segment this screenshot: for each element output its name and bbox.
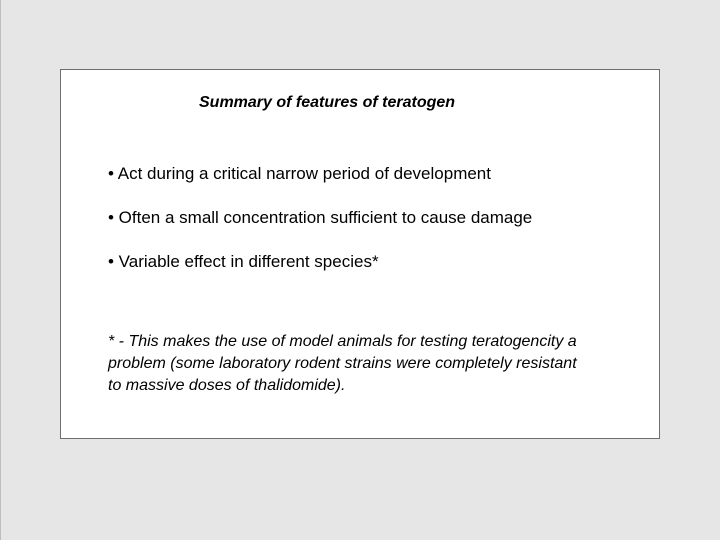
- bullet-list: [108, 164, 532, 272]
- footnote-line-2: problem (some laboratory rodent strains were completely resistant: [108, 355, 577, 372]
- bullet-item-variable-effect: • Variable effect in different species*: [108, 252, 379, 271]
- bullet-item-small-concentration: • Often a small concentration sufficient to cause damage: [108, 208, 533, 227]
- slide-title: Summary of features of teratogen: [199, 94, 456, 111]
- page-left-edge: [0, 0, 1, 540]
- footnote-line-3: to massive doses of thalidomide).: [108, 377, 346, 394]
- footnote: [108, 331, 648, 397]
- bullet-item-critical-period: • Act during a critical narrow period of development: [108, 164, 491, 183]
- footnote-line-1: * - This makes the use of model animals for testing teratogencity a: [108, 333, 577, 350]
- slide-content-box: [60, 69, 660, 439]
